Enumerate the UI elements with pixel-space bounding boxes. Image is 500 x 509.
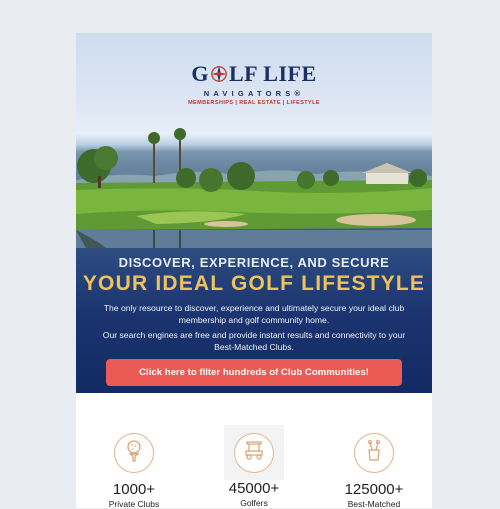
- stat-private-clubs: [79, 433, 189, 509]
- stat-best-matched: [319, 433, 429, 509]
- stat-label: Best-Matched: [347, 499, 401, 509]
- logo-text-right: LF LIFE: [228, 61, 317, 86]
- logo-subtitle: NAVIGATORS®: [203, 88, 305, 98]
- stat-icon-circle: [114, 433, 154, 473]
- filter-clubs-cta-button[interactable]: Click here to filter hundreds of Club Communities!: [106, 359, 402, 386]
- logo-text-left: G: [191, 61, 209, 86]
- stat-icon-circle: [354, 433, 394, 473]
- golf-bag-icon: [364, 440, 384, 467]
- stat-number: 125000+: [344, 481, 404, 498]
- brand-logo: [76, 61, 432, 106]
- logo-tagline: MEMBERSHIPS | REAL ESTATE | LIFESTYLE: [188, 99, 320, 106]
- golf-ball-on-tee-icon: [124, 440, 144, 467]
- stat-golfers: [199, 433, 309, 508]
- hero-paragraph-2: Our search engines are free and provide instant results and connectivity to your Best-Matched Clubs.: [102, 330, 406, 352]
- stats-section: [76, 398, 432, 508]
- stat-number: 1000+: [112, 481, 156, 498]
- stat-label: Private Clubs: [108, 499, 160, 509]
- hero-heading-large: YOUR IDEAL GOLF LIFESTYLE: [82, 272, 426, 295]
- stat-icon-box: [224, 425, 284, 480]
- golf-cart-icon: [243, 440, 265, 465]
- stat-label: Golfers: [240, 498, 268, 508]
- logo-wordmark: [76, 61, 432, 89]
- stat-icon-circle: [234, 433, 274, 473]
- hero-paragraph-1: The only resource to discover, experience and ultimately secure your ideal club membership and golf community home.: [103, 303, 405, 325]
- hero-section: [76, 33, 432, 393]
- email-card: [76, 33, 432, 509]
- hero-heading-small: DISCOVER, EXPERIENCE, AND SECURE: [118, 255, 390, 270]
- compass-icon: [210, 63, 228, 89]
- golf-course-landscape-image: [76, 128, 432, 248]
- stat-number: 45000+: [228, 480, 280, 497]
